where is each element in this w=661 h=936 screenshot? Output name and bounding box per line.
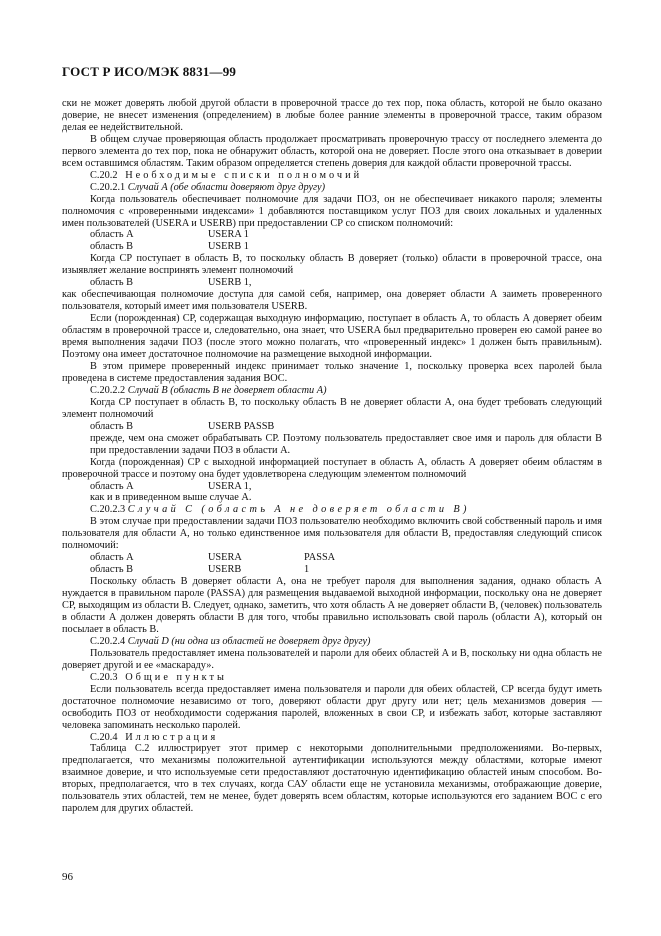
subsection-title: Случай С (область А не доверяет области В) (127, 504, 470, 516)
paragraph: как и в приведенном выше случае А. (90, 492, 252, 504)
user-name: USERA (208, 552, 242, 564)
paragraph: Когда СР поступает в область В, то поскольку область В доверяет (только) области в проверочной трассе, она изыявляет желание воспринять элемент полномочий (62, 253, 602, 277)
section-heading (62, 672, 602, 684)
subsection-heading (62, 504, 602, 516)
domain-name: область В (90, 241, 134, 253)
paragraph: В общем случае проверяющая область продолжает просматривать проверочную трассу от последнего элемента до первого элемента до тех пор, пока не обнаружит область, которой она не доверяет. После этого она отказывает в доверии всем оставшимся областям. Таким образом определяется степень доверия для каждой области проверочной трассы. (62, 133, 602, 169)
paragraph: В этом случае при предоставлении задачи ПОЗ пользователю необходимо включить свой собственный пароль и имя пользователя для области А, но только единственное имя пользователя для области В, предоставляя следующий список полномочий: (62, 516, 602, 552)
subsection-number: С.20.2.3 (90, 504, 126, 516)
authority-entry (62, 421, 602, 433)
paragraph: В этом примере проверенный индекс принимает только значение 1, поскольку проверка всех паролей была проведена в системе предоставления задания ВОС. (62, 360, 602, 384)
subsection-heading (62, 182, 602, 194)
section-title: Иллюстрация (125, 731, 219, 743)
section-number: С.20.3 (90, 671, 118, 683)
subsection-number: С.20.2.4 (90, 635, 126, 647)
paragraph: Если пользователь всегда предоставляет имена пользователя и пароли для обеих областей, СР всегда будут иметь достаточное полномочие независимо от того, доверяют области друг другу или нет; цель механизмов доверия — освободить ПОЗ от необходимости содержания паролей, вложенных в свои СР, и избежать забот, которые заставляют человека запоминать несколько паролей. (62, 683, 602, 731)
section-heading (62, 732, 602, 744)
subsection-heading (62, 385, 602, 397)
authority-value: USERA 1, (208, 480, 252, 492)
authority-entry (62, 241, 602, 253)
section-heading (62, 170, 602, 182)
user-name: USERB (208, 564, 242, 576)
authority-value: USERB PASSB (208, 420, 275, 432)
authority-entry (62, 229, 602, 241)
section-number: С.20.2 (90, 169, 118, 181)
section-number: С.20.4 (90, 731, 118, 743)
section-title: Общие пункты (125, 671, 227, 683)
domain-name: область А (90, 229, 134, 241)
paragraph: ски не может доверять любой другой области в проверочной трассе до тех пор, пока область, которой не было оказано доверие, не внесет изменения (определением) в любые более ранние элементы в проверочной трассе, таким образом делая ее недействительной. (62, 98, 602, 133)
authority-entry (62, 481, 602, 493)
subsection-number: С.20.2.1 (90, 181, 126, 193)
paragraph: Если (порожденная) СР, содержащая выходную информацию, поступает в область А, то область А доверяет обеим областям в проверочной трассе и, следовательно, она знает, что USERA был предварительно проверен ею самой ранее во время выполнения задачи ПОЗ (после этого можно полагать, что «проверенный индекс» 1 должен быть правильным). Поэтому она имеет достаточное полномочие на размещение выходной информации. (62, 313, 602, 361)
subsection-heading (62, 636, 602, 648)
document-body (62, 98, 602, 815)
paragraph: Когда (порожденная) СР с выходной информацией поступает в область А, область А доверяет обеим областям в проверочной трассе и поэтому она будет удовлетворена следующим элементом полномочий (62, 456, 602, 480)
paragraph: Когда СР поступает в область В, то поскольку область В не доверяет области А, она будет требовать следующий элемент полномочий (62, 396, 602, 420)
subsection-title: Случай В (область В не доверяет области А) (127, 384, 327, 396)
authority-entry (62, 277, 602, 289)
paragraph: Поскольку область В доверяет области А, она не требует пароля для выполнения задания, однако область А нуждается в правильном пароле (PASSA) для размещения выдаваемой выходной информации, поскольку она не доверяет СР, выходящим из области В. Следует, однако, заметить, что хотя область А не доверяет области В, (человек) пользователь в области А должен доверять области В для того, чтобы правильно использовать свой пароль (области А), который он посылает в область В. (62, 576, 602, 635)
domain-name: область В (90, 564, 134, 576)
page-number: 96 (62, 871, 73, 883)
authority-value: USERB 1, (208, 277, 252, 289)
subsection-number: С.20.2.2 (90, 384, 126, 396)
domain-name: область В (90, 420, 134, 432)
paragraph: Таблица С.2 иллюстрирует этот пример с некоторыми дополнительными предположениями. Во-первых, предполагается, что механизмы положительной аутентификации используются между областями, которые имеют взаимное доверие, и что используемые сети предоставляют достаточную идентификацию областей иным способом. Во-вторых, предполагается, что в тех случаях, когда САУ области еще не установила механизмы, отображающие доверие, пользователь этих областей, тем не менее, будет доверять всем областям, которые используются его заданием ВОС с его паролем для других областей. (62, 743, 602, 815)
paragraph: Пользователь предоставляет имена пользователей и пароли для обеих областей А и В, поскольку ни одна область не доверяет другой и ее «маскараду». (62, 647, 602, 671)
subsection-title: Случай D (ни одна из областей не доверяет друг другу) (127, 635, 371, 647)
authority-value: USERA 1 (208, 229, 249, 241)
domain-name: область В (90, 277, 134, 289)
password-value: PASSA (304, 552, 336, 564)
paragraph: Когда пользователь обеспечивает полномочие для задачи ПОЗ, он не обеспечивает никакого пароля; элементы полномочия с «проверенными индексами» 1 добавляются поставщиком услуг ПОЗ для своих локальных и удаленных имен пользователей (USERA и USERB) при предоставлении СР со списком полномочий: (62, 193, 602, 229)
domain-name: область А (90, 480, 134, 492)
paragraph: прежде, чем она сможет обрабатывать СР. Поэтому пользователь предоставляет свое имя и пароль для области В при предоставлении задачи ПОЗ в области А. (90, 432, 602, 456)
password-value: 1 (304, 564, 310, 576)
authority-entry (62, 552, 602, 564)
authority-entry (62, 564, 602, 576)
document-header: ГОСТ Р ИСО/МЭК 8831—99 (62, 64, 237, 79)
subsection-title: Случай А (обе области доверяют друг другу) (127, 181, 326, 193)
domain-name: область А (90, 552, 134, 564)
paragraph: как обеспечивающая полномочие доступа для самой себя, например, она доверяет области А заиметь проверенного пользователя, который имеет имя пользователя USERB. (62, 289, 602, 313)
authority-value: USERB 1 (208, 241, 249, 253)
section-title: Необходимые списки полномочий (125, 169, 363, 181)
